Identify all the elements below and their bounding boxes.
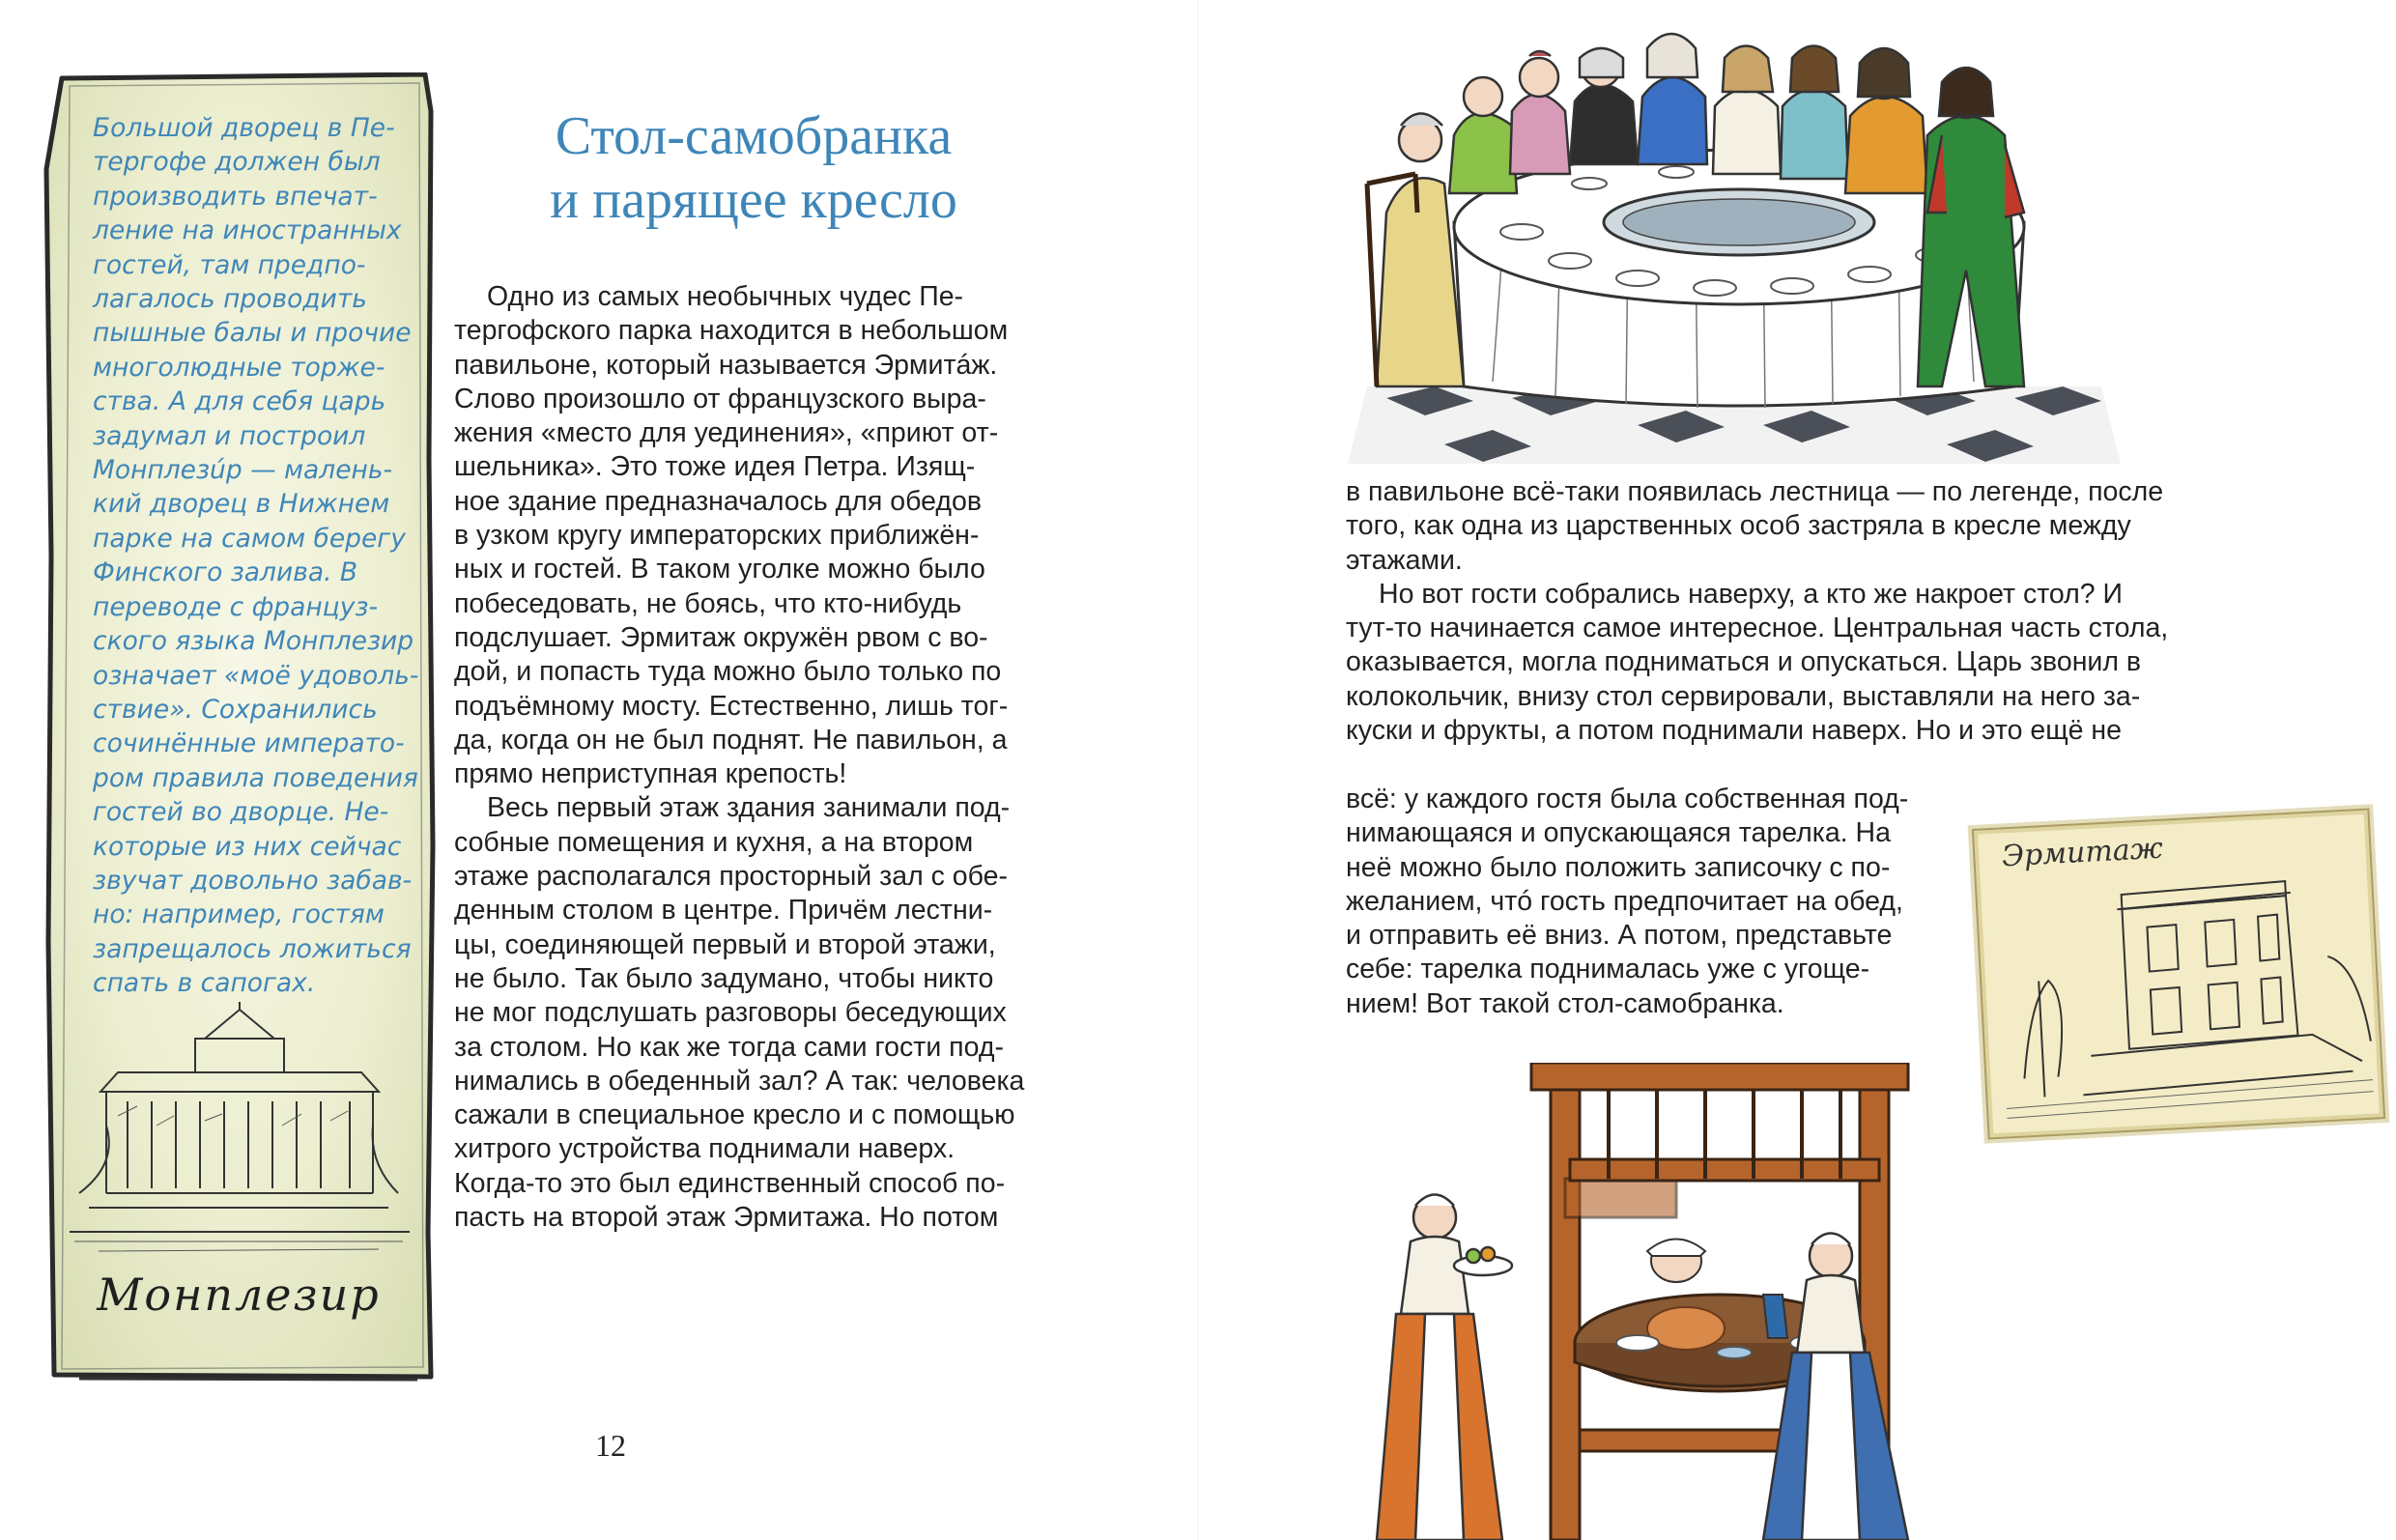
hermitage-caption: Эрмитаж bbox=[2001, 831, 2164, 874]
monplaisir-sketch bbox=[60, 1000, 419, 1280]
page-title bbox=[454, 104, 1053, 232]
right-column-top bbox=[1346, 475, 2227, 748]
title-line-1: Стол-самобранка bbox=[555, 106, 953, 166]
page-number: 12 bbox=[595, 1428, 626, 1463]
right-paragraph-2: Но вот гости собрались наверху, а кто же накроет стол? И тут-то начинается самое интересное. Центральная часть стола, оказывается, могла подниматься и опускаться. Царь звонил в колокольчик, внизу стол сервировали, выставляли на него за- куски и фрукты, а потом поднимали наверх. Но и это ещё не bbox=[1346, 578, 2169, 747]
left-paragraph-1: Одно из самых необычных чудес Пе- тергофского парка находится в небольшом павильоне, который называется Эрмитáж. Слово произошло от французского выра- жения «место для уединения», «приют от- шельника». Это тоже идея Петра. Изящ- ное здание предназначалось для обедов в узком кругу императорских приближён- ных и гостей. В таком уголке можно было побеседовать, не боясь, что кто-нибудь подслушает. Эрмитаж окружён рвом с во- дой, и попасть туда можно было только по подъёмному мосту. Естественно, лишь тог- да, когда он не был поднят. Не павильон, а прямо неприступная крепость! bbox=[454, 281, 1009, 790]
left-paragraph-2: Весь первый этаж здания занимали под- собные помещения и кухня, а на втором этаже располагался просторный зал с обе- денным столом в центре. Причём лестни- цы, соединяющей первый и второй этажи, не было. Так было задумано, чтобы никто не мог подслушать разговоры беседующих за столом. Но как же тогда сами гости под- нимались в обеденный зал? А так: человека сажали в специальное кресло и с помощью хитрого устройства поднимали наверх. Когда-то это был единственный способ по- пасть на второй этаж Эрмитажа. Но потом bbox=[454, 792, 1025, 1234]
right-paragraph-2-wrapped: всё: у каждого гостя была собственная под- нимающаяся и опускающаяся тарелка. На неё можно было положить записочку с по- желанием, чтó гость предпочитает на обед, и отправить её вниз. А потом, представьте себе: тарелка поднималась уже с угоще- нием! Вот такой стол-самобранка. bbox=[1346, 784, 1909, 1019]
sidebar-text bbox=[93, 111, 421, 1001]
sidebar-note bbox=[41, 72, 437, 1382]
sidebar-paragraph: Большой дворец в Пе- тергофе должен был производить впечат- ление на иностранных гостей, там предпо- лагалось проводить пышные балы и прочие многолюдные торже- ства. А для себя царь задумал и построил Монплезúр — малень- кий дворец в Нижнем парке на самом берегу Финского залива. В переводе с француз- ского языка Монплезир означает «моё удоволь- ствие». Сохранились сочинённые императо- ром правила поведения гостей во дворце. Не- которые из них сейчас звучат довольно забав- но: например, гостям запрещалось ложиться спать в сапогах. bbox=[93, 113, 419, 999]
page-gutter bbox=[1197, 0, 1199, 1540]
banquet-illustration bbox=[1348, 19, 2121, 464]
kitchen-lift-illustration bbox=[1357, 1063, 2063, 1540]
right-column-wrapped bbox=[1346, 783, 1945, 1021]
title-line-2: и парящее кресло bbox=[550, 170, 957, 230]
monplaisir-caption: Монплезир bbox=[97, 1269, 381, 1321]
left-column bbox=[454, 280, 1053, 1235]
right-continuation: в павильоне всё-таки появилась лестница — по легенде, после того, как одна из царственных особ застряла в кресле между этажами. bbox=[1346, 476, 2164, 576]
